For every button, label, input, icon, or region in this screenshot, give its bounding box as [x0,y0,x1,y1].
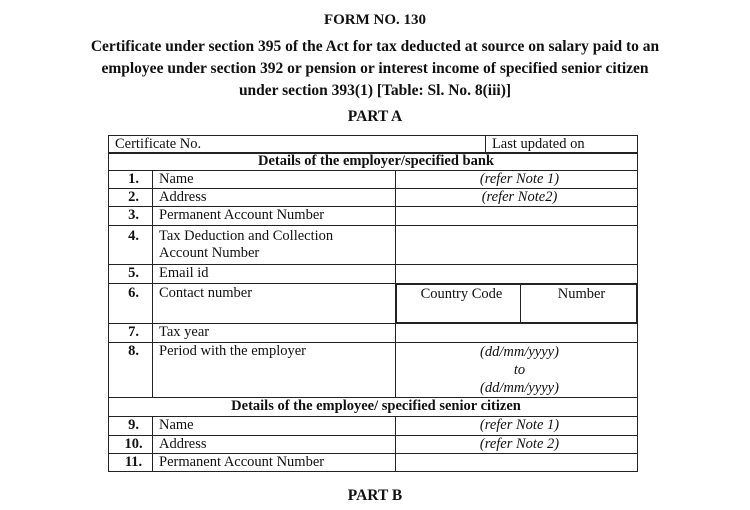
certificate-no-label: Certificate No. [115,136,202,152]
row-label: Address [153,436,396,454]
subtitle-line-1: Certificate under section 395 of the Act for tax deducted at source on salary paid to an [90,38,660,55]
contact-number-subtable [396,284,637,323]
part-b-heading: PART B [347,487,403,504]
country-code-label: Country Code [420,286,503,302]
employer-section-heading-row [109,153,638,171]
table-row [109,436,638,454]
row-number: 3. [109,207,153,226]
row-number: 1. [109,171,153,189]
period-from-date: (dd/mm/yyyy) [480,344,559,360]
last-updated-cell[interactable] [485,136,637,154]
row-number: 11. [109,454,153,472]
row-number: 2. [109,189,153,207]
row-label: Address [153,189,396,207]
employee-address-field[interactable]: (refer Note 2) [396,436,638,454]
form-subtitle [0,36,750,102]
row-number: 9. [109,417,153,436]
row-label: Contact number [153,284,396,324]
employer-name-field[interactable]: (refer Note 1) [396,171,638,189]
employer-tan-field[interactable] [396,226,638,265]
row-label [153,226,396,265]
employee-name-field[interactable]: (refer Note 1) [396,417,638,436]
tax-year-field[interactable] [396,324,638,343]
row-number: 4. [109,226,153,265]
row-number: 8. [109,343,153,398]
row-number: 6. [109,284,153,324]
table-row [109,207,638,226]
employer-pan-field[interactable] [396,207,638,226]
part-a-heading: PART A [347,108,403,125]
row-label: Permanent Account Number [153,207,396,226]
country-code-field[interactable] [397,285,521,323]
employee-section-heading-row [109,398,638,417]
table-row [109,324,638,343]
table-row [109,171,638,189]
employer-section-heading: Details of the employer/specified bank [109,153,638,171]
phone-number-field[interactable] [521,285,637,323]
row-label: Tax year [153,324,396,343]
employer-address-field[interactable]: (refer Note2) [396,189,638,207]
row-label: Email id [153,265,396,284]
form-number-title: FORM NO. 130 [323,12,427,28]
row-number: 7. [109,324,153,343]
table-row [109,189,638,207]
table-row [109,265,638,284]
employee-pan-field[interactable] [396,454,638,472]
period-to-date: (dd/mm/yyyy) [480,380,559,396]
subtitle-line-2: employee under section 392 or pension or interest income of specified senior citizen [101,60,649,77]
subtitle-line-3: under section 393(1) [Table: Sl. No. 8(iii)] [238,82,512,99]
period-with-employer-field[interactable] [396,343,638,398]
row-label: Permanent Account Number [153,454,396,472]
table-row [109,454,638,472]
certificate-no-cell[interactable] [109,136,486,154]
certificate-row [109,136,638,154]
period-to-separator: to [513,362,526,378]
last-updated-label: Last updated on [491,136,585,152]
table-row [109,226,638,265]
row-label-line-2: Account Number [159,245,260,261]
row-label: Name [153,171,396,189]
employee-section-heading: Details of the employee/ specified senior citizen [109,398,638,417]
employer-email-field[interactable] [396,265,638,284]
table-row [109,417,638,436]
row-label: Name [153,417,396,436]
phone-number-label: Number [557,286,606,302]
row-label: Period with the employer [153,343,396,398]
table-row [109,284,638,324]
row-label-line-1: Tax Deduction and Collection [159,228,334,244]
table-row [109,343,638,398]
row-number: 5. [109,265,153,284]
employer-table [108,152,638,472]
contact-number-cell [396,284,638,324]
row-number: 10. [109,436,153,454]
